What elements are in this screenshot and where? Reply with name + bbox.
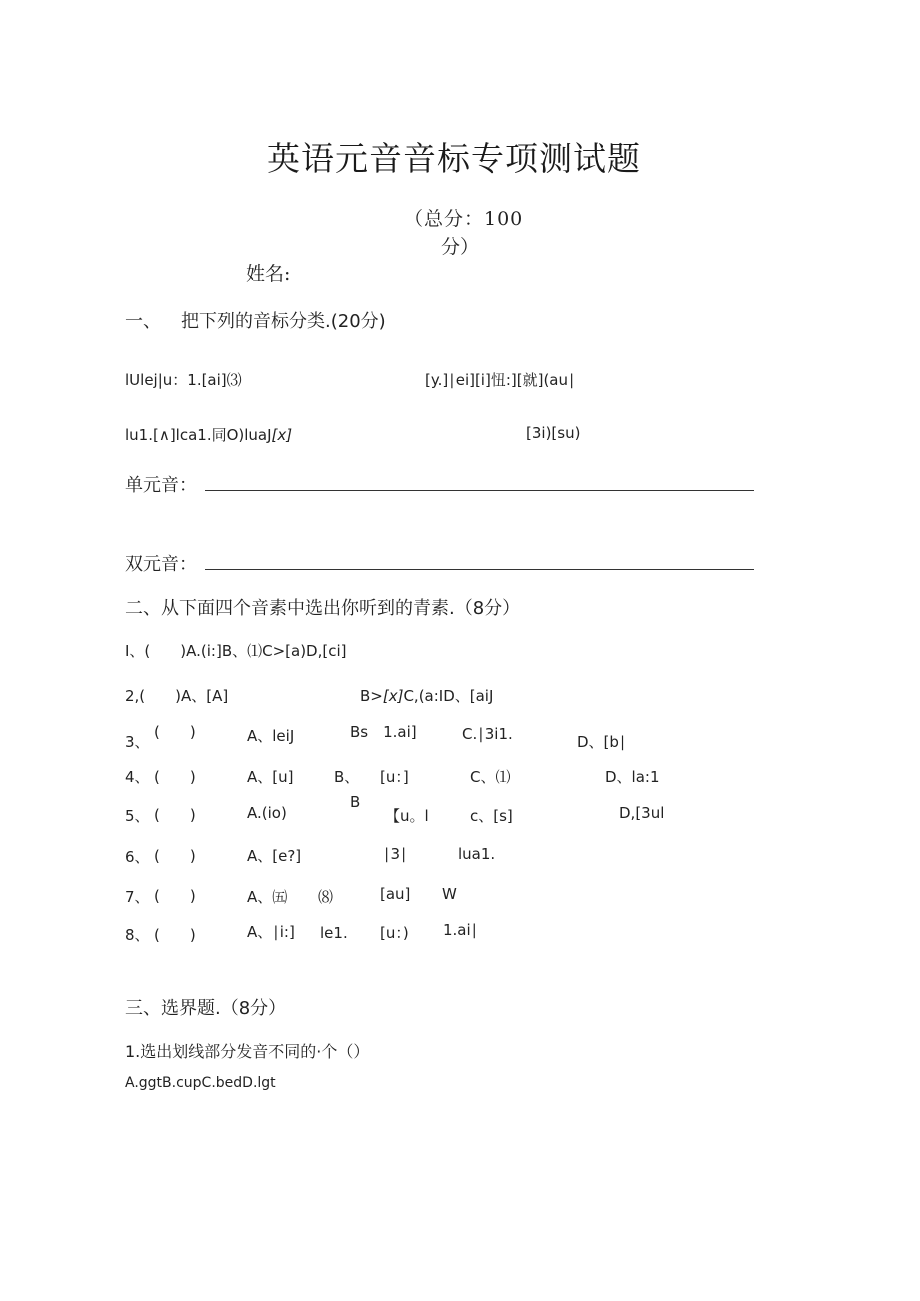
page-title: 英语元音音标专项测试题: [267, 139, 641, 178]
s2-q6-option-b: ∣3∣: [383, 845, 408, 863]
s2-q5-option-a: A.(io): [247, 804, 287, 822]
s1-row2-left-italic: [x]: [271, 426, 293, 444]
s1-phonetics-row1-right: [y.]∣ei][i]忸:][就](au∣: [425, 371, 576, 389]
s2-q8-option-a: A、∣i:]: [247, 923, 295, 941]
name-label: 姓名:: [246, 263, 291, 285]
s2-q4-option-b: B、: [334, 768, 360, 786]
section3-heading: 三、选界题.（8分）: [125, 998, 287, 1019]
s2-question-1: I、( )A.(i:]B、⑴C>[a)D,[ci]: [125, 642, 347, 660]
total-score-line1: （总分：100: [404, 208, 524, 230]
s3-question-1-options: A.ggtB.cupC.bedD.lgt: [125, 1075, 276, 1091]
s1-row2-left-text: lu1.[∧]lca1.同O)luaJ: [125, 426, 272, 444]
section1-heading: 把下列的音标分类.(20分): [181, 311, 386, 332]
s2-q4-option-d: D、la:1: [605, 768, 660, 786]
diphthong-answer-line[interactable]: [205, 569, 754, 570]
s2-q6-option-a: A、[e?]: [247, 847, 302, 865]
s2-q7-option-d: W: [442, 885, 457, 903]
s2-q6-answer-paren[interactable]: ( ): [154, 847, 196, 865]
s2-q5-answer-paren[interactable]: ( ): [154, 806, 196, 824]
s3-question-1: 1.选出划线部分发音不同的·个（）: [125, 1042, 370, 1061]
s2-q8-number: 8、: [125, 926, 150, 944]
s2-q5-option-c: c、[s]: [470, 807, 513, 825]
s2-q7-option-a: A、㈤: [247, 888, 288, 906]
s2-q7-option-c: [au]: [380, 885, 411, 903]
s1-phonetics-row2-right: [3i)[su): [526, 424, 581, 442]
s2-q5-number: 5、: [125, 807, 150, 825]
s2-q4-option-c: C、⑴: [470, 768, 511, 786]
s2-q4-option-a: A、[u]: [247, 768, 294, 786]
s2-q6-number: 6、: [125, 848, 150, 866]
s2-q3-option-b: Bs 1.ai]: [350, 723, 417, 741]
s2-q8-answer-paren[interactable]: ( ): [154, 926, 196, 944]
s2-q5-option-b-letter: B: [350, 793, 361, 811]
s1-phonetics-row1-left: lUlej|u：1.[ai]⑶: [125, 371, 242, 389]
s2-q3-option-a: A、leiJ: [247, 727, 295, 745]
s1-phonetics-row2-left: [125, 424, 292, 445]
s2-question-2-a: 2,( )A、[A]: [125, 687, 229, 705]
monophthong-label: 单元音：: [125, 475, 197, 496]
s2-q5-option-b: 【u。l: [385, 807, 429, 825]
s2-q7-option-b: ⑻: [318, 888, 334, 906]
monophthong-answer-line[interactable]: [205, 490, 754, 491]
s2-q3-option-c: C.∣3i1.: [462, 725, 513, 743]
s2-q3-number: 3、: [125, 733, 150, 751]
s2-q2-b-prefix: B>: [360, 687, 383, 705]
s2-q7-number: 7、: [125, 888, 150, 906]
s2-q8-option-d: 1.ai∣: [443, 921, 479, 939]
s2-q8-option-c: [u：): [380, 924, 409, 942]
section1-number: 一、: [125, 311, 161, 332]
s2-q2-b-suffix: C,(a:ID、[aiJ: [403, 687, 494, 705]
s2-question-2-rest: [360, 685, 493, 706]
s2-q8-option-b: le1.: [320, 924, 348, 942]
s2-q3-option-d: D、[b∣: [577, 733, 627, 751]
diphthong-label: 双元音：: [125, 554, 197, 575]
section2-heading: 二、从下面四个音素中选出你听到的青素.（8分）: [125, 598, 521, 619]
s2-q4-option-b-value: [u：]: [380, 768, 409, 786]
total-score-line2: 分）: [441, 236, 480, 258]
s2-q6-option-c: lua1.: [458, 845, 496, 863]
s2-q3-answer-paren[interactable]: ( ): [154, 723, 196, 741]
s2-q5-option-d: D,[3ul: [619, 804, 665, 822]
s2-q2-b-italic: [x]: [382, 687, 404, 705]
s2-q7-answer-paren[interactable]: ( ): [154, 887, 196, 905]
s2-q4-number: 4、: [125, 768, 150, 786]
s2-q4-answer-paren[interactable]: ( ): [154, 768, 196, 786]
